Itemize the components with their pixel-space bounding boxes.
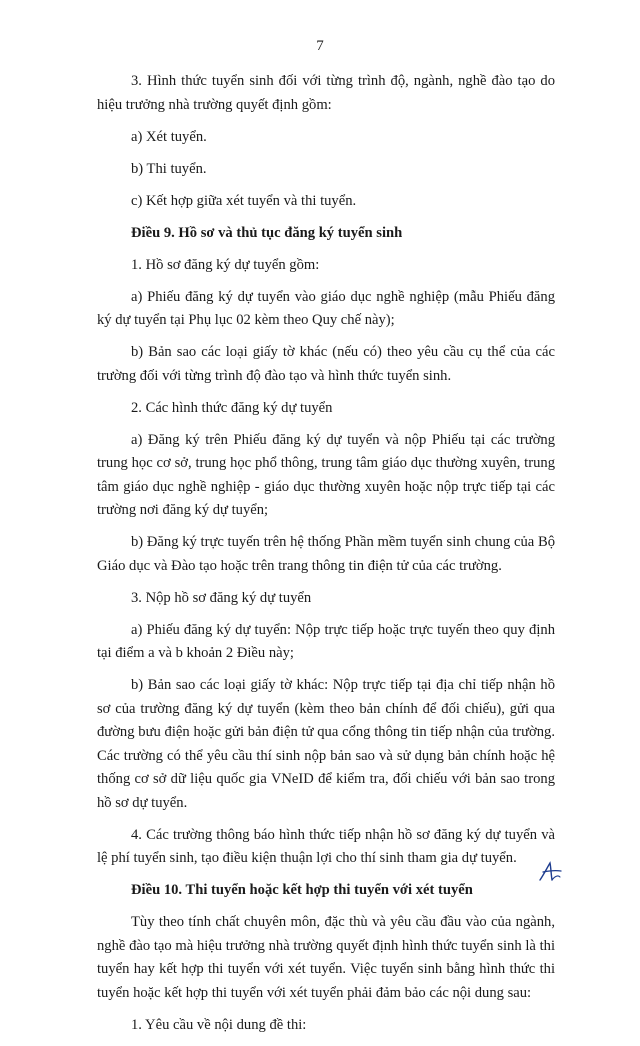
paragraph: 3. Nộp hồ sơ đăng ký dự tuyển <box>131 589 312 606</box>
paragraph: 3. Hình thức tuyển sinh đối với từng trình độ, ngành, nghề đào tạo do hiệu trưởng nhà trường quyết định gồm: <box>97 73 555 113</box>
paragraph: Tùy theo tính chất chuyên môn, đặc thù và yêu cầu đầu vào của ngành, nghề đào tạo mà hiệu trưởng nhà trường quyết định hình thức tuyển sinh là thi tuyển hay kết hợp thi tuyển với xét tuyển. Việc tuyển sinh bằng hình thức thi tuyển hoặc kết hợp thi tuyển với xét tuyển phải đảm bảo các nội dung sau: <box>97 914 555 1001</box>
page-number: 7 <box>316 38 324 54</box>
paragraph: b) Bản sao các loại giấy tờ khác: Nộp trực tiếp tại địa chỉ tiếp nhận hồ sơ của trường đăng ký dự tuyển (kèm theo bản chính để đối chiếu), gửi qua đường bưu điện hoặc gửi bản điện tử qua cổng thông tin tiếp nhận của trường. Các trường có thể yêu cầu thí sinh nộp bản sao và sử dụng bản chính hoặc hệ thống cơ sở dữ liệu quốc gia VNeID để kiểm tra, đối chiếu với bản sao trong hồ sơ dự tuyển. <box>97 677 555 811</box>
article-heading: Điều 9. Hồ sơ và thủ tục đăng ký tuyển sinh <box>131 224 403 241</box>
paragraph: a) Xét tuyển. <box>131 128 207 145</box>
paragraph: c) Kết hợp giữa xét tuyển và thi tuyển. <box>131 192 357 209</box>
paragraph: b) Bản sao các loại giấy tờ khác (nếu có) theo yêu cầu cụ thể của các trường đối với từng trình độ đào tạo và hình thức tuyển sinh. <box>97 344 555 384</box>
document-body <box>97 70 555 1046</box>
paragraph: 1. Yêu cầu về nội dung đề thi: <box>131 1016 307 1033</box>
paragraph: b) Thi tuyển. <box>131 160 207 177</box>
paragraph: 2. Các hình thức đăng ký dự tuyển <box>131 399 333 416</box>
paragraph: a) Phiếu đăng ký dự tuyển: Nộp trực tiếp hoặc trực tuyến theo quy định tại điểm a và b khoản 2 Điều này; <box>97 621 555 661</box>
signature-icon <box>536 858 564 886</box>
paragraph: a) Phiếu đăng ký dự tuyển vào giáo dục nghề nghiệp (mẫu Phiếu đăng ký dự tuyển tại Phụ lục 02 kèm theo Quy chế này); <box>97 288 555 328</box>
paragraph: b) Đăng ký trực tuyến trên hệ thống Phần mềm tuyển sinh chung của Bộ Giáo dục và Đào tạo hoặc trên trang thông tin điện tử của các trường. <box>97 534 555 574</box>
article-heading: Điều 10. Thi tuyển hoặc kết hợp thi tuyển với xét tuyển <box>131 882 473 898</box>
paragraph: 4. Các trường thông báo hình thức tiếp nhận hồ sơ đăng ký dự tuyển và lệ phí tuyển sinh, tạo điều kiện thuận lợi cho thí sinh tham gia dự tuyển. <box>97 826 555 866</box>
paragraph: 1. Hồ sơ đăng ký dự tuyển gồm: <box>131 256 320 273</box>
paragraph: a) Đăng ký trên Phiếu đăng ký dự tuyển và nộp Phiếu tại các trường trung học cơ sở, trung học phổ thông, trung tâm giáo dục thường xuyên, trung tâm giáo dục nghề nghiệp - giáo dục thường xuyên hoặc nộp trực tiếp tại các trường nơi đăng ký dự tuyển; <box>97 431 555 518</box>
